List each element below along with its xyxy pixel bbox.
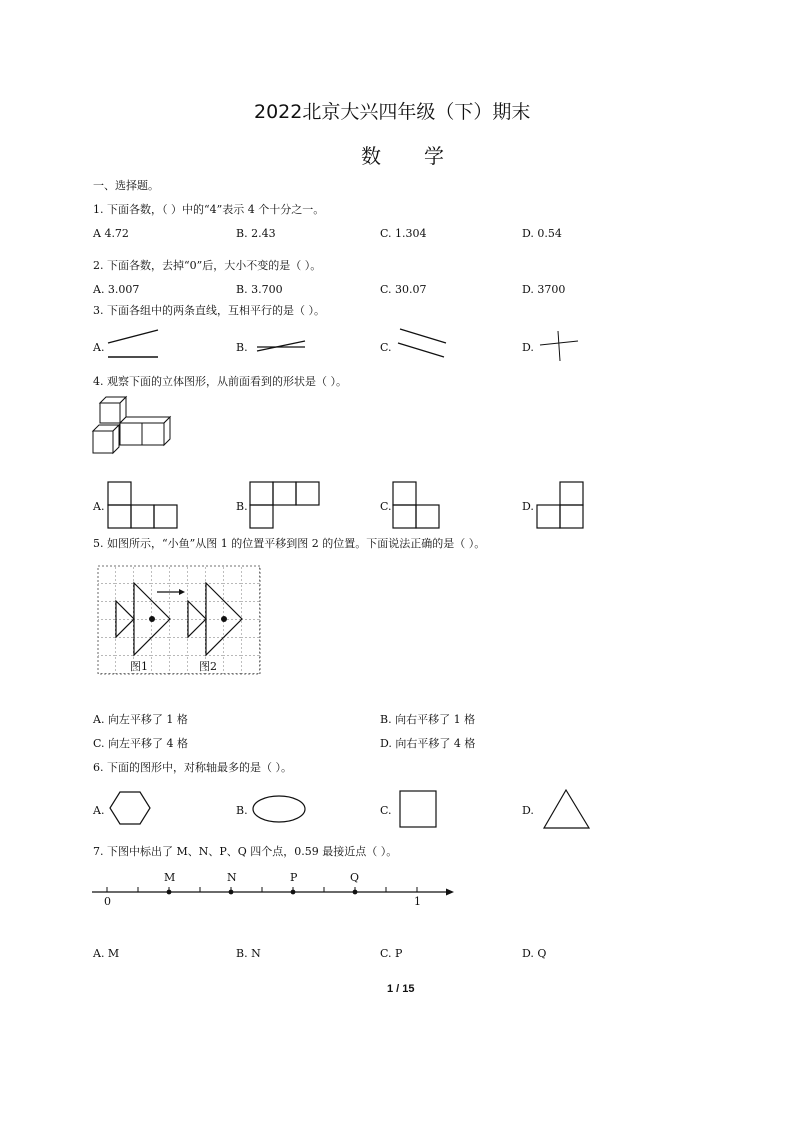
q1-option-c[interactable]: C. 1.304 [380,227,427,240]
numberline-label-1: 1 [414,895,421,908]
q4-figure-d [536,481,586,529]
q3-option-b[interactable]: B. [236,341,248,354]
q1-option-d[interactable]: D. 0.54 [522,227,562,240]
q6-option-d[interactable]: D. [522,804,534,817]
question-5-stem: 5. 如图所示，“小鱼”从图 1 的位置平移到图 2 的位置。下面说法正确的是（ ）。 [93,537,486,550]
question-6-stem: 6. 下面的图形中，对称轴最多的是（ ）。 [93,761,292,774]
q2-option-c[interactable]: C. 30.07 [380,283,427,296]
q3-figure-b [255,338,315,358]
q4-figure-a [107,481,179,529]
hexagon-icon [109,790,153,828]
q5-option-d[interactable]: D. 向右平移了 4 格 [380,737,476,750]
number-line [90,880,460,910]
page-number: 1 / 15 [387,983,415,995]
q7-option-a[interactable]: A. M [93,947,120,960]
square-icon [399,790,439,830]
q2-option-d[interactable]: D. 3700 [522,283,566,296]
q7-option-d[interactable]: D. Q [522,947,547,960]
question-1-stem: 1. 下面各数，（ ）中的“4”表示 4 个十分之一。 [93,203,325,216]
q6-option-c[interactable]: C. [380,804,392,817]
numberline-point-n: N [227,871,237,884]
q4-option-b[interactable]: B. [236,500,248,513]
q2-option-b[interactable]: B. 3.700 [236,283,283,296]
triangle-icon [543,788,593,830]
q1-option-b[interactable]: B. 2.43 [236,227,276,240]
q7-option-c[interactable]: C. P [380,947,403,960]
numberline-point-m: M [164,871,176,884]
page-title: 2022北京大兴四年级（下）期末 [254,101,531,123]
q3-figure-a [106,327,166,361]
ellipse-icon [252,794,308,826]
question-4-stem: 4. 观察下面的立体图形，从前面看到的形状是（ ）。 [93,375,347,388]
q3-figure-c [396,327,456,361]
numberline-point-p: P [290,871,298,884]
q2-option-a[interactable]: A. 3.007 [93,283,140,296]
q6-option-a[interactable]: A. [93,804,105,817]
q5-option-c[interactable]: C. 向左平移了 4 格 [93,737,189,750]
fig1-label: 图1 [130,660,148,673]
numberline-label-0: 0 [104,895,111,908]
subject-char-1: 数 [361,144,382,168]
q7-option-b[interactable]: B. N [236,947,261,960]
numberline-point-q: Q [350,871,360,884]
q6-option-b[interactable]: B. [236,804,248,817]
q3-option-d[interactable]: D. [522,341,534,354]
q1-option-a[interactable]: A 4.72 [93,227,129,240]
question-2-stem: 2. 下面各数，去掉“0”后，大小不变的是（ ）。 [93,259,322,272]
q4-option-a[interactable]: A. [93,500,105,513]
q4-option-c[interactable]: C. [380,500,392,513]
q5-fish-grid-figure [97,565,263,679]
q4-option-d[interactable]: D. [522,500,534,513]
q3-option-c[interactable]: C. [380,341,392,354]
q5-option-b[interactable]: B. 向右平移了 1 格 [380,713,476,726]
section-heading: 一、选择题。 [93,179,159,192]
question-7-stem: 7. 下图中标出了 M、N、P、Q 四个点，0.59 最接近点（ ）。 [93,845,398,858]
q3-option-a[interactable]: A. [93,341,105,354]
q4-figure-c [392,481,442,529]
q5-option-a[interactable]: A. 向左平移了 1 格 [93,713,188,726]
subject-char-2: 学 [424,144,445,168]
q3-figure-d [538,327,588,367]
fig2-label: 图2 [199,660,217,673]
question-3-stem: 3. 下面各组中的两条直线，互相平行的是（ ）。 [93,304,325,317]
q4-solid-figure [90,395,180,457]
q4-figure-b [249,481,321,529]
